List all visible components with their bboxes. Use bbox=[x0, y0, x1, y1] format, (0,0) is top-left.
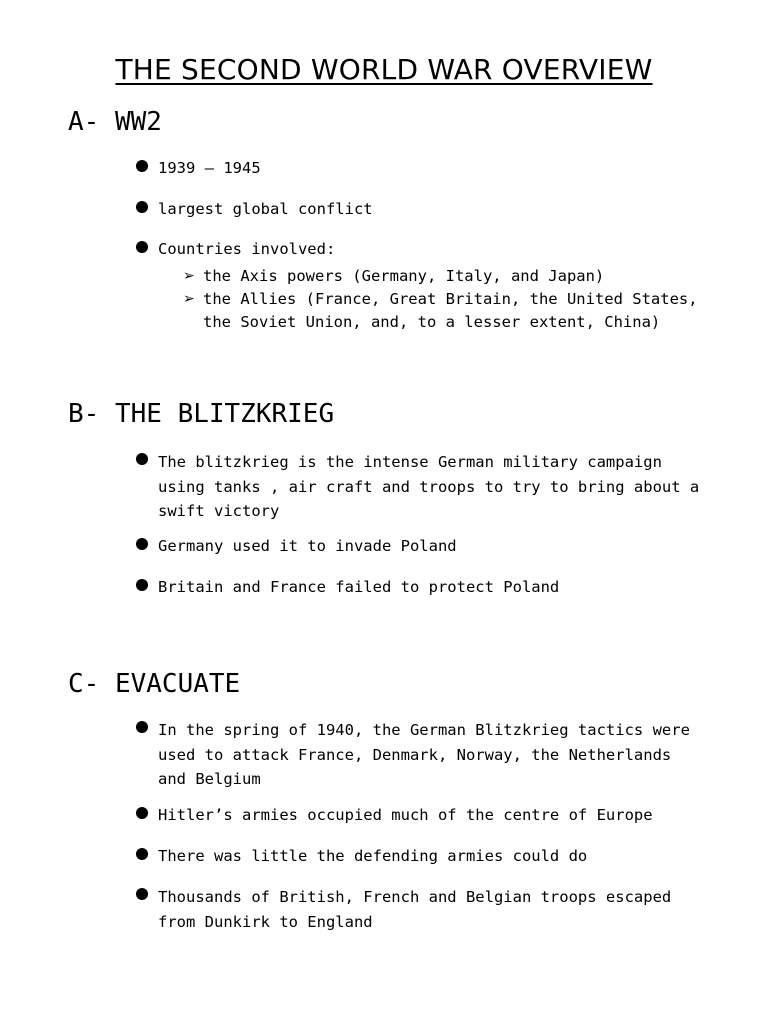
bullet-dot-icon bbox=[136, 453, 148, 465]
page-title: THE SECOND WORLD WAR OVERVIEW bbox=[115, 53, 653, 86]
section-heading-a: A- WW2 bbox=[68, 107, 162, 137]
bullet-dot-icon bbox=[136, 721, 148, 733]
list-item-text: In the spring of 1940, the German Blitzkrieg tactics were used to attack France, Denmark, Norway, the Netherlands and Belgium bbox=[158, 721, 690, 788]
section-heading-c: C- EVACUATE bbox=[68, 669, 241, 699]
list-item-text: The blitzkrieg is the intense German military campaign using tanks , air craft and troops to try to bring about a swift victory bbox=[158, 453, 700, 520]
bullet-dot-icon bbox=[136, 848, 148, 860]
bullet-dot-icon bbox=[136, 888, 148, 900]
list-item-text: There was little the defending armies could do bbox=[158, 847, 588, 865]
bullet-dot-icon bbox=[136, 160, 148, 172]
list-item-text: largest global conflict bbox=[158, 200, 373, 218]
sub-list-item-text: the Allies (France, Great Britain, the United States, the Soviet Union, and, to a lesser extent, China) bbox=[203, 290, 698, 331]
list-item-text: Hitler’s armies occupied much of the centre of Europe bbox=[158, 806, 653, 824]
bullet-dot-icon bbox=[136, 579, 148, 591]
list-item-text: Germany used it to invade Poland bbox=[158, 537, 457, 555]
arrowhead-icon: ➢ bbox=[183, 291, 195, 307]
list-item-text: Britain and France failed to protect Poland bbox=[158, 578, 560, 596]
bullet-dot-icon bbox=[136, 201, 148, 213]
bullet-dot-icon bbox=[136, 538, 148, 550]
list-item-text: 1939 – 1945 bbox=[158, 159, 261, 177]
section-heading-b: B- THE BLITZKRIEG bbox=[68, 399, 335, 429]
arrowhead-icon: ➢ bbox=[183, 268, 195, 284]
list-item-text: Countries involved: bbox=[158, 240, 336, 258]
list-item-text: Thousands of British, French and Belgian troops escaped from Dunkirk to England bbox=[158, 888, 672, 931]
bullet-dot-icon bbox=[136, 241, 148, 253]
sub-list-item-text: the Axis powers (Germany, Italy, and Japan) bbox=[203, 267, 605, 285]
bullet-dot-icon bbox=[136, 807, 148, 819]
